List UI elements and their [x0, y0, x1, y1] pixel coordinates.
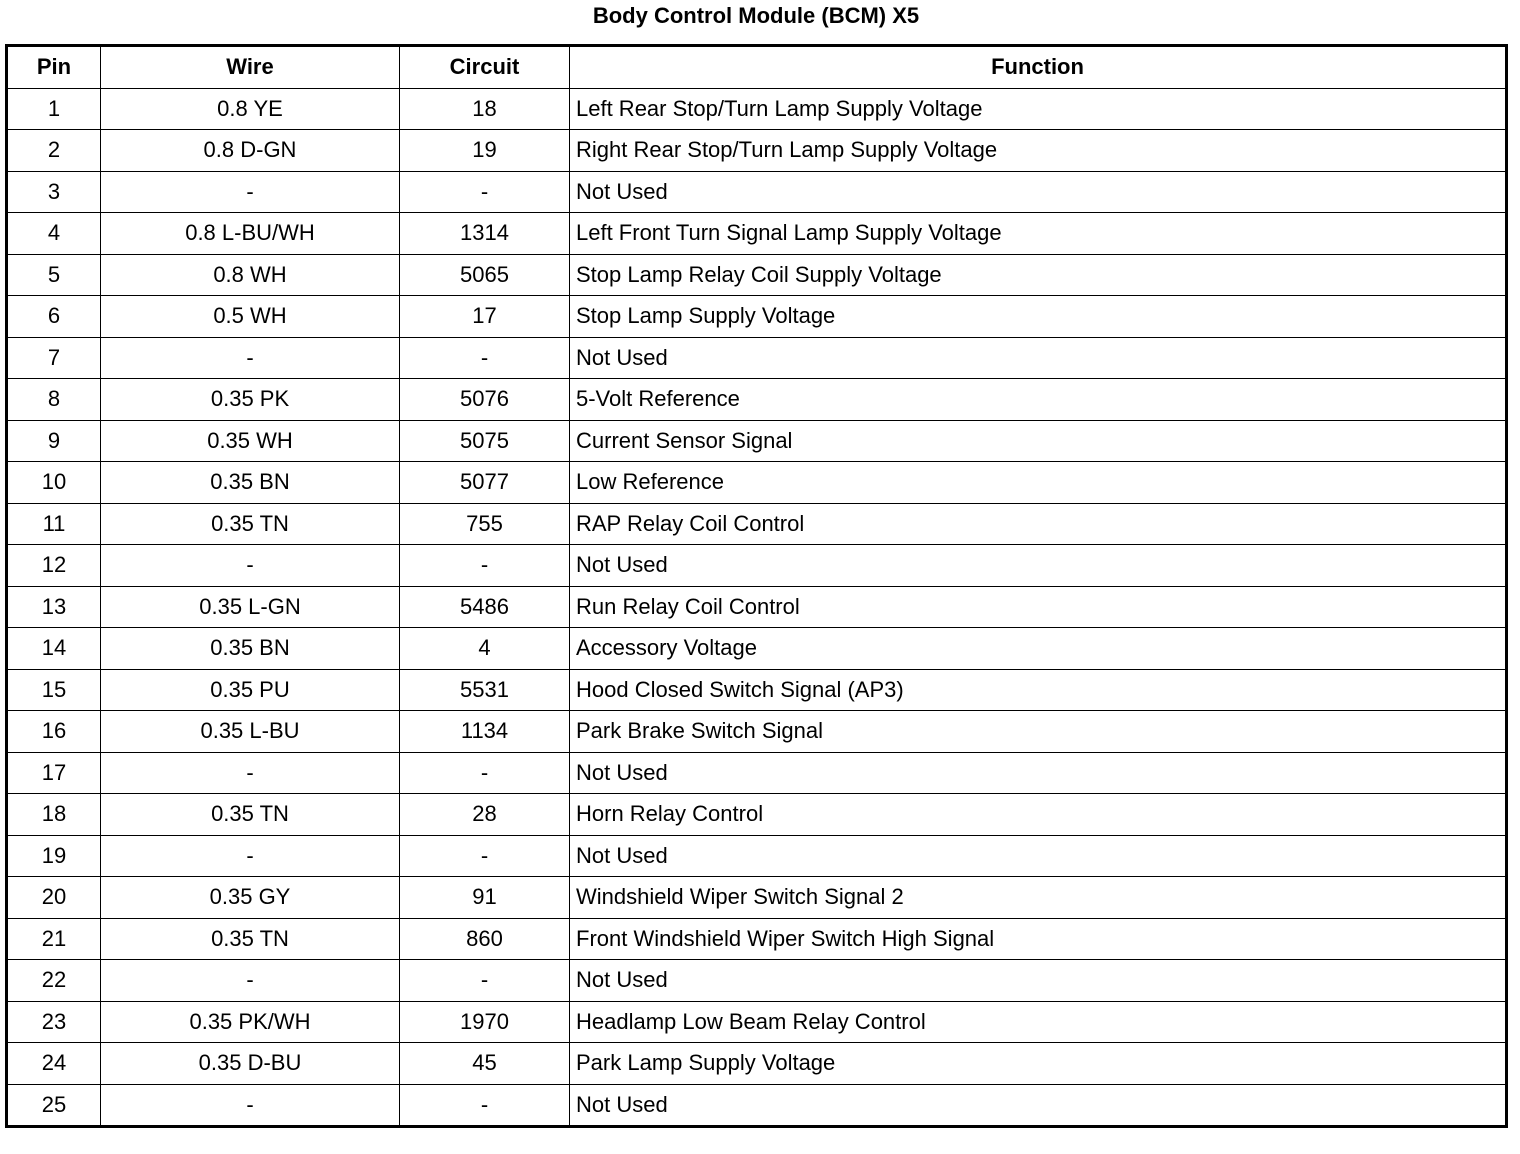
cell-wire: - [101, 960, 400, 1002]
cell-function: Headlamp Low Beam Relay Control [570, 1001, 1507, 1043]
cell-pin: 12 [7, 545, 101, 587]
cell-pin: 15 [7, 669, 101, 711]
cell-pin: 21 [7, 918, 101, 960]
header-wire: Wire [101, 46, 400, 89]
cell-circuit: - [400, 752, 570, 794]
cell-circuit: 1314 [400, 213, 570, 255]
header-circuit: Circuit [400, 46, 570, 89]
cell-pin: 14 [7, 628, 101, 670]
cell-pin: 16 [7, 711, 101, 753]
cell-circuit: 755 [400, 503, 570, 545]
cell-wire: 0.35 PK/WH [101, 1001, 400, 1043]
cell-wire: 0.35 GY [101, 877, 400, 919]
cell-wire: 0.35 TN [101, 918, 400, 960]
cell-circuit: - [400, 960, 570, 1002]
cell-circuit: 1970 [400, 1001, 570, 1043]
page-title: Body Control Module (BCM) X5 [592, 3, 920, 28]
cell-pin: 25 [7, 1084, 101, 1127]
cell-circuit: 4 [400, 628, 570, 670]
cell-function: Horn Relay Control [570, 794, 1507, 836]
cell-wire: - [101, 337, 400, 379]
cell-circuit: 1134 [400, 711, 570, 753]
cell-pin: 20 [7, 877, 101, 919]
cell-pin: 1 [7, 88, 101, 130]
cell-circuit: - [400, 337, 570, 379]
table-row [7, 379, 1507, 421]
table-row [7, 503, 1507, 545]
cell-pin: 6 [7, 296, 101, 338]
cell-pin: 17 [7, 752, 101, 794]
cell-pin: 8 [7, 379, 101, 421]
cell-circuit: 17 [400, 296, 570, 338]
table-row [7, 1084, 1507, 1127]
connector-pinout-table [5, 44, 1508, 1128]
cell-wire: - [101, 1084, 400, 1127]
cell-wire: 0.35 PU [101, 669, 400, 711]
cell-circuit: 28 [400, 794, 570, 836]
cell-pin: 4 [7, 213, 101, 255]
cell-pin: 24 [7, 1043, 101, 1085]
cell-pin: 10 [7, 462, 101, 504]
cell-pin: 22 [7, 960, 101, 1002]
cell-pin: 7 [7, 337, 101, 379]
cell-function: Park Brake Switch Signal [570, 711, 1507, 753]
cell-function: 5-Volt Reference [570, 379, 1507, 421]
cell-wire: 0.35 L-GN [101, 586, 400, 628]
cell-function: Not Used [570, 171, 1507, 213]
cell-circuit: 19 [400, 130, 570, 172]
cell-pin: 13 [7, 586, 101, 628]
cell-function: Not Used [570, 835, 1507, 877]
cell-pin: 19 [7, 835, 101, 877]
cell-function: Current Sensor Signal [570, 420, 1507, 462]
cell-pin: 2 [7, 130, 101, 172]
cell-function: Left Rear Stop/Turn Lamp Supply Voltage [570, 88, 1507, 130]
cell-circuit: 5531 [400, 669, 570, 711]
cell-circuit: 860 [400, 918, 570, 960]
cell-wire: 0.8 L-BU/WH [101, 213, 400, 255]
cell-circuit: 45 [400, 1043, 570, 1085]
cell-function: Accessory Voltage [570, 628, 1507, 670]
cell-function: Windshield Wiper Switch Signal 2 [570, 877, 1507, 919]
cell-circuit: - [400, 1084, 570, 1127]
cell-function: Run Relay Coil Control [570, 586, 1507, 628]
cell-wire: 0.35 BN [101, 462, 400, 504]
cell-wire: 0.8 WH [101, 254, 400, 296]
cell-function: Stop Lamp Supply Voltage [570, 296, 1507, 338]
cell-function: Left Front Turn Signal Lamp Supply Voltage [570, 213, 1507, 255]
cell-pin: 11 [7, 503, 101, 545]
table-row [7, 1001, 1507, 1043]
cell-wire: 0.35 BN [101, 628, 400, 670]
table-row [7, 462, 1507, 504]
cell-circuit: 5075 [400, 420, 570, 462]
table-row [7, 213, 1507, 255]
cell-wire: 0.8 D-GN [101, 130, 400, 172]
cell-wire: - [101, 835, 400, 877]
cell-pin: 18 [7, 794, 101, 836]
cell-function: RAP Relay Coil Control [570, 503, 1507, 545]
cell-wire: - [101, 171, 400, 213]
cell-wire: - [101, 545, 400, 587]
cell-circuit: 18 [400, 88, 570, 130]
table-row [7, 877, 1507, 919]
cell-circuit: 5486 [400, 586, 570, 628]
cell-wire: 0.35 TN [101, 794, 400, 836]
table-row [7, 130, 1507, 172]
table-row [7, 586, 1507, 628]
cell-function: Front Windshield Wiper Switch High Signal [570, 918, 1507, 960]
table-row [7, 960, 1507, 1002]
cell-wire: 0.5 WH [101, 296, 400, 338]
table-row [7, 628, 1507, 670]
cell-function: Not Used [570, 545, 1507, 587]
table-row [7, 835, 1507, 877]
cell-circuit: 5077 [400, 462, 570, 504]
table-row [7, 337, 1507, 379]
table-row [7, 254, 1507, 296]
cell-function: Hood Closed Switch Signal (AP3) [570, 669, 1507, 711]
cell-wire: 0.35 D-BU [101, 1043, 400, 1085]
table-header [7, 46, 1507, 89]
cell-wire: - [101, 752, 400, 794]
cell-pin: 3 [7, 171, 101, 213]
cell-function: Not Used [570, 752, 1507, 794]
cell-circuit: 5065 [400, 254, 570, 296]
cell-wire: 0.35 PK [101, 379, 400, 421]
table-row [7, 918, 1507, 960]
cell-wire: 0.35 L-BU [101, 711, 400, 753]
cell-wire: 0.35 WH [101, 420, 400, 462]
table-body [7, 88, 1507, 1127]
header-row [7, 46, 1507, 89]
cell-pin: 9 [7, 420, 101, 462]
cell-function: Not Used [570, 1084, 1507, 1127]
table-row [7, 711, 1507, 753]
cell-circuit: 5076 [400, 379, 570, 421]
header-pin: Pin [7, 46, 101, 89]
cell-function: Stop Lamp Relay Coil Supply Voltage [570, 254, 1507, 296]
cell-wire: 0.8 YE [101, 88, 400, 130]
cell-circuit: 91 [400, 877, 570, 919]
table-row [7, 545, 1507, 587]
header-function: Function [570, 46, 1507, 89]
table-row [7, 752, 1507, 794]
table-row [7, 420, 1507, 462]
table-row [7, 88, 1507, 130]
cell-function: Park Lamp Supply Voltage [570, 1043, 1507, 1085]
cell-circuit: - [400, 835, 570, 877]
cell-function: Not Used [570, 337, 1507, 379]
table-row [7, 669, 1507, 711]
table-row [7, 296, 1507, 338]
cell-circuit: - [400, 171, 570, 213]
cell-function: Not Used [570, 960, 1507, 1002]
cell-function: Low Reference [570, 462, 1507, 504]
table-row [7, 1043, 1507, 1085]
table-row [7, 794, 1507, 836]
cell-function: Right Rear Stop/Turn Lamp Supply Voltage [570, 130, 1507, 172]
cell-circuit: - [400, 545, 570, 587]
cell-pin: 5 [7, 254, 101, 296]
cell-pin: 23 [7, 1001, 101, 1043]
table-row [7, 171, 1507, 213]
cell-wire: 0.35 TN [101, 503, 400, 545]
